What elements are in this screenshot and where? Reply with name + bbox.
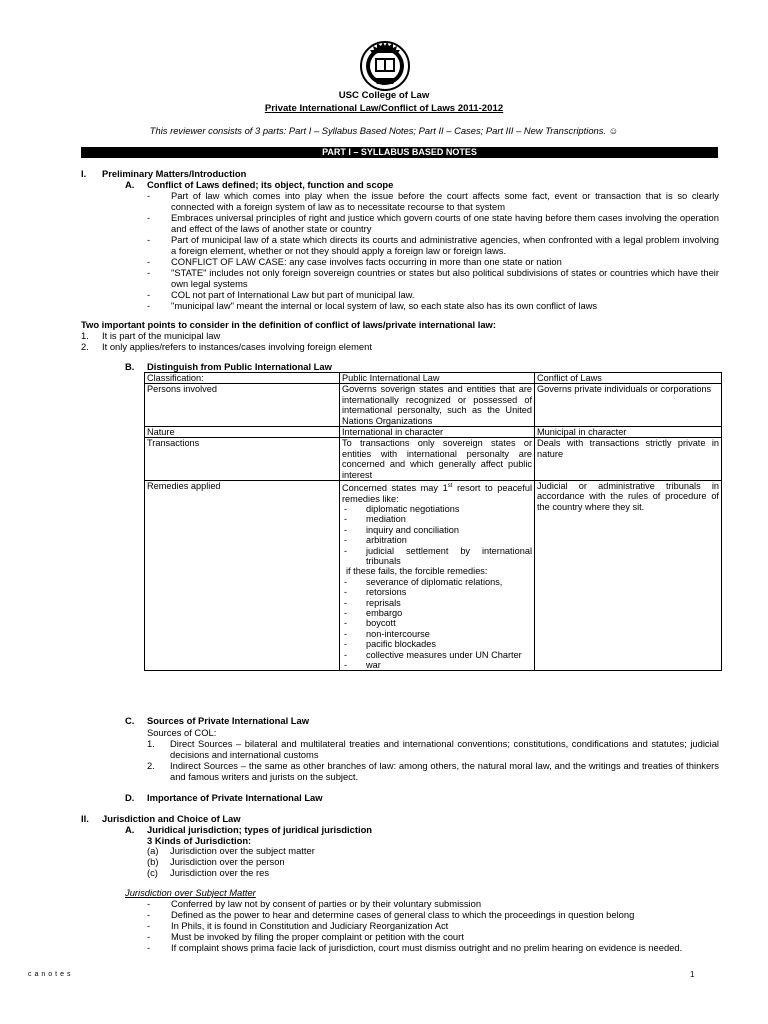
comparison-table xyxy=(144,372,722,671)
list-item-text: severance of diplomatic relations, xyxy=(366,576,503,587)
list-item: "municipal law" meant the internal or local system of law, so each state also has its own conflict of laws xyxy=(171,300,598,311)
list-dash: - xyxy=(147,909,151,920)
list-item xyxy=(342,618,532,628)
table-row xyxy=(145,438,722,481)
list-item xyxy=(342,660,532,670)
subsection-title: Juridical jurisdiction; types of juridical jurisdiction xyxy=(147,824,373,835)
kind-text: Jurisdiction over the subject matter xyxy=(170,845,315,856)
source-number: 2. xyxy=(147,760,155,771)
list-dash: - xyxy=(147,300,151,311)
kind-number: (a) xyxy=(147,845,159,856)
section-title: Preliminary Matters/Introduction xyxy=(102,168,247,179)
section-number: I. xyxy=(81,168,87,179)
list-item: "STATE" includes not only foreign sovereign countries or states but also political subdivisions of states or countries which have their own legal systems xyxy=(171,267,719,289)
table-row xyxy=(145,481,722,671)
table-header: Conflict of Laws xyxy=(535,373,722,384)
list-dash: - xyxy=(344,639,348,650)
list-item-text: inquiry and conciliation xyxy=(366,524,459,535)
list-dash: - xyxy=(344,524,348,535)
list-item-text: boycott xyxy=(366,618,396,629)
subsection-title: Importance of Private International Law xyxy=(147,792,323,803)
table-cell: To transactions only sovereign states or entities with international personalty are concerned and which generally affect public interest xyxy=(340,438,535,481)
table-cell: Judicial or administrative tribunals in accordance with the rules of procedure of the country where they sit. xyxy=(535,481,722,671)
list-item xyxy=(342,608,532,618)
list-item xyxy=(342,514,532,524)
subsection-title: Distinguish from Public International Law xyxy=(147,361,332,372)
list-dash: - xyxy=(344,649,348,660)
table-row xyxy=(145,384,722,427)
remedies-intro-sup: st xyxy=(447,483,453,490)
list-item xyxy=(342,598,532,608)
remedies-intro-b: resort to peaceful remedies like: xyxy=(342,483,532,504)
list-dash: - xyxy=(344,535,348,546)
list-dash: - xyxy=(147,234,151,245)
list-dash: - xyxy=(147,920,151,931)
point-text: It only applies/refers to instances/cases involving foreign element xyxy=(102,341,372,352)
list-item: Part of law which comes into play when the issue before the court affects some fact, event or transaction that is so clearly connected with a foreign system of law as to necessitate recourse to that system xyxy=(171,190,719,212)
list-item-text: arbitration xyxy=(366,535,407,546)
table-row xyxy=(145,427,722,438)
part-banner: PART I – SYLLABUS BASED NOTES xyxy=(81,147,718,158)
list-item-text: mediation xyxy=(366,514,406,525)
list-dash: - xyxy=(147,942,151,953)
remedies-cell xyxy=(340,481,535,671)
list-item: In Phils, it is found in Constitution and Judiciary Reorganization Act xyxy=(171,920,449,931)
intro-text: This reviewer consists of 3 parts: Part I – Syllabus Based Notes; Part II – Cases; Part III – New Transcriptions. ☺ xyxy=(149,125,619,136)
forcible-intro: if these fails, the forcible remedies: xyxy=(346,566,488,577)
list-item: Part of municipal law of a state which directs its courts and administrative agencies, when confronted with a legal problem involving a foreign element, whether or not they should apply a foreign law or foreign laws. xyxy=(171,234,719,256)
remedies-intro xyxy=(342,481,532,504)
table-cell: Remedies applied xyxy=(145,481,340,671)
list-dash: - xyxy=(344,597,348,608)
list-dash: - xyxy=(147,190,151,201)
section-title: Jurisdiction and Choice of Law xyxy=(102,813,241,824)
list-item-text: embargo xyxy=(366,608,403,618)
list-item xyxy=(342,504,532,514)
point-number: 1. xyxy=(81,330,89,341)
list-item xyxy=(342,629,532,639)
subsection-letter: A. xyxy=(125,179,135,190)
list-item: Conferred by law not by consent of parties or by their voluntary submission xyxy=(171,898,482,909)
kind-text: Jurisdiction over the res xyxy=(170,867,270,878)
table-cell: Deals with transactions strictly private in nature xyxy=(535,438,722,481)
kind-text: Jurisdiction over the person xyxy=(170,856,285,867)
subsection-letter: A. xyxy=(125,824,135,835)
list-item xyxy=(342,577,532,587)
list-dash: - xyxy=(147,289,151,300)
school-title: USC College of Law xyxy=(338,90,430,101)
kind-number: (c) xyxy=(147,867,158,878)
list-dash: - xyxy=(147,898,151,909)
table-cell: Municipal in character xyxy=(535,427,722,438)
usc-seal-logo xyxy=(359,40,411,92)
list-item: CONFLICT OF LAW CASE: any case involves facts occurring in more than one state or nation xyxy=(171,256,562,267)
list-item xyxy=(342,650,532,660)
kind-number: (b) xyxy=(147,856,159,867)
list-item: Embraces universal principles of right and justice which govern courts of one state having before them cases involving the operation and effect of the laws of another state or country xyxy=(171,212,719,234)
list-item-text: pacific blockades xyxy=(366,639,436,650)
list-item: If complaint shows prima facie lack of jurisdiction, court must dismiss outright and no prelim hearing on evidence is needed. xyxy=(171,942,683,953)
table-row xyxy=(145,373,722,384)
section-number: II. xyxy=(81,813,89,824)
list-dash: - xyxy=(147,212,151,223)
list-item: COL not part of International Law but part of municipal law. xyxy=(171,289,415,300)
table-header: Classification: xyxy=(145,373,340,384)
list-item-text: war xyxy=(366,660,381,671)
source-number: 1. xyxy=(147,738,155,749)
list-item xyxy=(342,535,532,545)
list-dash: - xyxy=(344,503,348,514)
list-item-text: collective measures under UN Charter xyxy=(366,649,522,660)
list-item: Must be invoked by filing the proper complaint or petition with the court xyxy=(171,931,464,942)
list-dash: - xyxy=(344,576,348,587)
table-cell: Governs private individuals or corporations xyxy=(535,384,722,427)
list-dash: - xyxy=(344,587,348,598)
page-number: 1 xyxy=(690,970,695,979)
subsection-letter: D. xyxy=(125,792,135,803)
list-dash: - xyxy=(147,256,151,267)
list-item-text: judicial settlement by international tribunals xyxy=(366,545,532,566)
list-item: Defined as the power to hear and determine cases of general class to which the proceedings in question belong xyxy=(171,909,635,920)
subsection-title: Sources of Private International Law xyxy=(147,715,310,726)
source-text: Indirect Sources – the same as other branches of law: among others, the natural moral law, and the writings and treaties of thinkers and famous writers and jurists on the subject. xyxy=(170,760,719,782)
list-dash: - xyxy=(344,660,348,671)
subsection-letter: C. xyxy=(125,715,135,726)
table-cell: International in character xyxy=(340,427,535,438)
list-dash: - xyxy=(344,514,348,525)
list-item-text: reprisals xyxy=(366,597,401,608)
list-item-text: retorsions xyxy=(366,587,407,598)
source-text: Direct Sources – bilateral and multilateral treaties and international conventions; constitutions, condifications and statutes; judicial decisions and international customs xyxy=(170,738,719,760)
point-number: 2. xyxy=(81,341,89,352)
table-cell: Nature xyxy=(145,427,340,438)
list-item xyxy=(342,525,532,535)
list-dash: - xyxy=(344,545,348,556)
kinds-heading: 3 Kinds of Jurisdiction: xyxy=(147,835,252,846)
list-dash: - xyxy=(147,931,151,942)
footer-label: canotes xyxy=(28,971,74,978)
list-dash: - xyxy=(344,608,348,618)
table-cell: Persons involved xyxy=(145,384,340,427)
subsection-title: Conflict of Laws defined; its object, function and scope xyxy=(147,179,394,190)
list-item xyxy=(342,639,532,649)
list-item xyxy=(342,546,532,567)
table-header: Public International Law xyxy=(340,373,535,384)
table-cell: Governs soverign states and entities that are internationally recognized or possessed of international personalty, such as the United Nations Organizations xyxy=(340,384,535,427)
subsection-letter: B. xyxy=(125,361,135,372)
list-item-text: non-intercourse xyxy=(366,628,430,639)
sources-lead: Sources of COL: xyxy=(147,727,217,738)
points-heading: Two important points to consider in the definition of conflict of laws/private international law: xyxy=(81,319,496,330)
remedies-intro-a: Concerned states may 1 xyxy=(342,483,448,494)
list-item xyxy=(342,587,532,597)
list-dash: - xyxy=(344,628,348,639)
list-item-text: diplomatic negotiations xyxy=(366,503,460,514)
list-dash: - xyxy=(147,267,151,278)
point-text: It is part of the municipal law xyxy=(102,330,221,341)
course-title: Private International Law/Conflict of Laws 2011-2012 xyxy=(264,103,504,114)
table-cell: Transactions xyxy=(145,438,340,481)
list-dash: - xyxy=(344,618,348,629)
subject-matter-heading: Jurisdiction over Subject Matter xyxy=(125,887,256,898)
